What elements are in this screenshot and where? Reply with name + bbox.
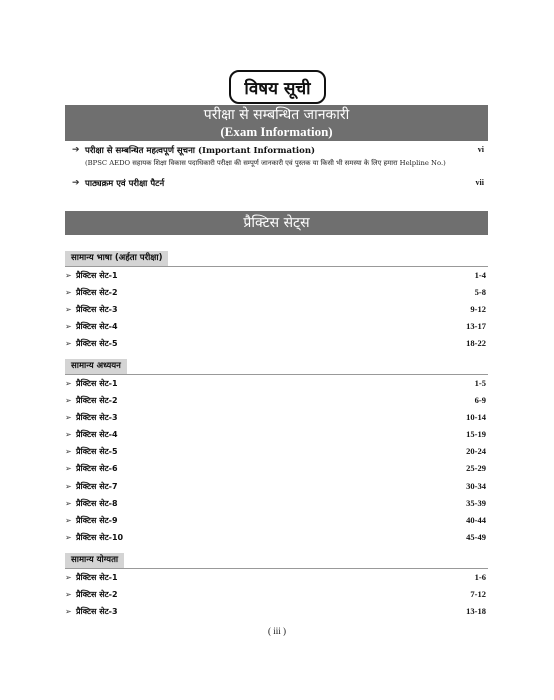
row-page: 1-5 — [474, 378, 486, 388]
arrow-icon: ➢ — [65, 271, 72, 280]
toc-row[interactable] — [65, 301, 488, 318]
row-page: 5-8 — [474, 287, 486, 298]
toc-row[interactable] — [65, 375, 488, 392]
exam-info-heading-english: (Exam Information) — [220, 124, 333, 139]
row-page: 1-4 — [474, 270, 486, 280]
entry-page: vi — [477, 145, 484, 154]
arrow-icon: ➢ — [65, 396, 72, 406]
toc-row[interactable] — [65, 512, 488, 529]
arrow-icon: ➢ — [65, 498, 72, 508]
row-label: प्रैक्टिस सेट-9 — [76, 515, 118, 525]
section-general-aptitude — [65, 547, 488, 620]
row-label: प्रैक्टिस सेट-4 — [76, 430, 118, 440]
arrow-icon: ➢ — [65, 573, 72, 582]
row-label: प्रैक्टिस सेट-2 — [76, 396, 118, 406]
arrow-icon: ➢ — [65, 322, 72, 332]
arrow-icon: ➢ — [65, 590, 72, 600]
row-label: प्रैक्टिस सेट-10 — [76, 532, 124, 542]
section-heading: सामान्य योग्यता — [65, 553, 124, 568]
arrow-icon: ➢ — [65, 464, 72, 474]
page-number: ( iii ) — [268, 626, 286, 636]
row-label: प्रैक्टिस सेट-1 — [76, 379, 118, 388]
row-page: 20-24 — [466, 446, 486, 457]
toc-row[interactable] — [65, 267, 488, 284]
toc-row[interactable] — [65, 460, 488, 477]
row-page: 7-12 — [470, 589, 486, 600]
row-label: प्रैक्टिस सेट-5 — [76, 447, 118, 457]
toc-row[interactable] — [65, 603, 488, 620]
exam-info-list — [72, 145, 488, 200]
row-page: 6-9 — [474, 395, 486, 406]
row-page: 13-17 — [466, 321, 486, 332]
row-label: प्रैक्टिस सेट-2 — [76, 288, 118, 298]
exam-info-banner — [65, 105, 488, 141]
exam-info-heading-hindi: परीक्षा से सम्बन्धित जानकारी — [203, 107, 350, 123]
row-page: 18-22 — [466, 338, 486, 349]
section-heading: सामान्य भाषा (अर्हता परीक्षा) — [65, 251, 168, 266]
row-label: प्रैक्टिस सेट-1 — [76, 271, 118, 280]
toc-row[interactable] — [65, 426, 488, 443]
toc-row[interactable] — [65, 529, 488, 546]
section-general-language — [65, 245, 488, 352]
row-page: 15-19 — [466, 429, 486, 440]
practice-sets-banner: प्रैक्टिस सेट्स — [65, 211, 488, 235]
toc-row[interactable] — [65, 586, 488, 603]
row-label: प्रैक्टिस सेट-7 — [76, 481, 118, 491]
row-label: प्रैक्टिस सेट-8 — [76, 498, 118, 508]
section-heading: सामान्य अध्ययन — [65, 359, 127, 374]
toc-row[interactable] — [65, 443, 488, 460]
toc-row[interactable] — [65, 569, 488, 586]
page-title: विषय सूची — [229, 70, 326, 104]
row-label: प्रैक्टिस सेट-5 — [76, 339, 118, 349]
row-label: प्रैक्टिस सेट-6 — [76, 464, 118, 474]
arrow-icon: ➢ — [65, 481, 72, 491]
row-page: 10-14 — [466, 412, 486, 423]
row-page: 45-49 — [466, 531, 486, 542]
toc-row[interactable] — [65, 409, 488, 426]
row-page: 13-18 — [466, 606, 486, 617]
toc-entry-syllabus[interactable] — [72, 178, 488, 190]
row-page: 1-6 — [474, 572, 486, 582]
toc-row[interactable] — [65, 318, 488, 335]
toc-row[interactable] — [65, 392, 488, 409]
toc-row[interactable] — [65, 284, 488, 301]
row-label: प्रैक्टिस सेट-4 — [76, 322, 118, 332]
arrow-icon: ➔ — [72, 178, 80, 188]
arrow-icon: ➔ — [72, 145, 80, 155]
arrow-icon: ➢ — [65, 532, 72, 542]
toc-entry-important-information[interactable] — [72, 145, 488, 168]
row-label: प्रैक्टिस सेट-3 — [76, 305, 118, 315]
arrow-icon: ➢ — [65, 339, 72, 349]
entry-description: (BPSC AEDO सहायक शिक्षा विकास पदाधिकारी परीक्षा की सम्पूर्ण जानकारी एवं पुस्तक या किसी भी समस्या के लिए हमारा Helpline No.) — [85, 159, 446, 167]
row-label: प्रैक्टिस सेट-1 — [76, 573, 118, 582]
arrow-icon: ➢ — [65, 515, 72, 525]
row-label: प्रैक्टिस सेट-3 — [76, 607, 118, 617]
row-page: 25-29 — [466, 463, 486, 474]
entry-label: पाठ्यक्रम एवं परीक्षा पैटर्न — [85, 179, 165, 189]
arrow-icon: ➢ — [65, 413, 72, 423]
row-label: प्रैक्टिस सेट-2 — [76, 590, 118, 600]
arrow-icon: ➢ — [65, 288, 72, 298]
arrow-icon: ➢ — [65, 430, 72, 440]
arrow-icon: ➢ — [65, 447, 72, 457]
section-general-studies — [65, 353, 488, 546]
arrow-icon: ➢ — [65, 607, 72, 617]
arrow-icon: ➢ — [65, 379, 72, 388]
row-page: 35-39 — [466, 497, 486, 508]
arrow-icon: ➢ — [65, 305, 72, 315]
row-page: 30-34 — [466, 480, 486, 491]
entry-page: vii — [475, 178, 484, 187]
entry-label: परीक्षा से सम्बन्धित महत्वपूर्ण सूचना (Important Information) — [85, 146, 316, 156]
toc-row[interactable] — [65, 495, 488, 512]
toc-row[interactable] — [65, 335, 488, 352]
row-page: 40-44 — [466, 514, 486, 525]
toc-row[interactable] — [65, 478, 488, 495]
row-page: 9-12 — [470, 304, 486, 315]
row-label: प्रैक्टिस सेट-3 — [76, 413, 118, 423]
